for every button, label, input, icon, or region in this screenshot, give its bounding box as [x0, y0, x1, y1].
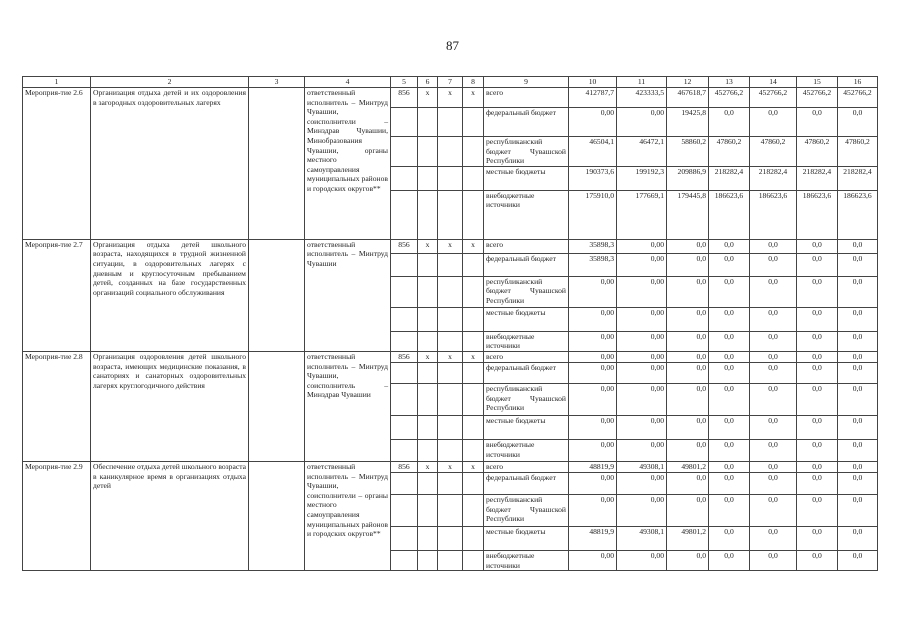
code-cell: x	[463, 351, 484, 362]
amount-cell: 467618,7	[667, 88, 709, 108]
amount-cell: 0,0	[838, 307, 878, 331]
amount-cell: 0,0	[709, 331, 750, 351]
amount-cell: 0,0	[750, 239, 797, 253]
empty-cell	[438, 190, 463, 239]
amount-cell: 0,0	[797, 362, 838, 383]
code-cell: x	[438, 461, 463, 472]
amount-cell: 0,0	[797, 383, 838, 415]
empty-cell	[391, 526, 418, 550]
measure-name: Организация отдыха детей школьного возраста, находящихся в трудной жизненной ситуации, в оздоровительных лагерях с дневным и круглосуточным пребыванием детей, созданных на базе государственных организаций социального обслуживания	[91, 239, 249, 351]
empty-cell	[249, 88, 305, 240]
table-row	[23, 461, 878, 472]
amount-cell: 0,0	[709, 351, 750, 362]
amount-cell: 0,0	[709, 108, 750, 137]
funding-source: республиканский бюджет Чувашской Республики	[484, 494, 569, 526]
amount-cell: 0,0	[750, 351, 797, 362]
amount-cell: 47860,2	[838, 137, 878, 167]
amount-cell: 186623,6	[838, 190, 878, 239]
amount-cell: 35898,3	[569, 253, 617, 276]
amount-cell: 0,00	[617, 307, 667, 331]
amount-cell: 0,0	[709, 494, 750, 526]
amount-cell: 0,0	[797, 461, 838, 472]
code-cell: 856	[391, 239, 418, 253]
empty-cell	[438, 137, 463, 167]
amount-cell: 0,0	[667, 415, 709, 439]
empty-cell	[391, 137, 418, 167]
column-header: 9	[484, 77, 569, 88]
funding-source: федеральный бюджет	[484, 362, 569, 383]
amount-cell: 0,0	[709, 362, 750, 383]
empty-cell	[418, 331, 438, 351]
amount-cell: 0,0	[709, 239, 750, 253]
column-header: 2	[91, 77, 249, 88]
program-table	[22, 76, 878, 571]
amount-cell: 0,0	[750, 526, 797, 550]
funding-source: всего	[484, 461, 569, 472]
empty-cell	[438, 383, 463, 415]
empty-cell	[249, 239, 305, 351]
empty-cell	[418, 253, 438, 276]
measure-code: Мероприя-тие 2.6	[23, 88, 91, 240]
amount-cell: 0,00	[569, 351, 617, 362]
empty-cell	[249, 461, 305, 570]
amount-cell: 0,0	[709, 383, 750, 415]
empty-cell	[463, 526, 484, 550]
amount-cell: 190373,6	[569, 166, 617, 190]
column-header: 1	[23, 77, 91, 88]
code-cell: x	[463, 461, 484, 472]
funding-source: местные бюджеты	[484, 307, 569, 331]
empty-cell	[438, 276, 463, 307]
amount-cell: 0,00	[569, 383, 617, 415]
amount-cell: 0,00	[617, 351, 667, 362]
empty-cell	[438, 415, 463, 439]
amount-cell: 0,0	[838, 253, 878, 276]
amount-cell: 0,0	[667, 550, 709, 570]
amount-cell: 48819,9	[569, 461, 617, 472]
measure-code: Мероприя-тие 2.7	[23, 239, 91, 351]
column-header: 8	[463, 77, 484, 88]
amount-cell: 35898,3	[569, 239, 617, 253]
empty-cell	[391, 494, 418, 526]
amount-cell: 0,0	[750, 253, 797, 276]
column-header: 11	[617, 77, 667, 88]
empty-cell	[438, 166, 463, 190]
column-header: 14	[750, 77, 797, 88]
amount-cell: 0,0	[667, 494, 709, 526]
empty-cell	[418, 362, 438, 383]
measure-code: Мероприя-тие 2.8	[23, 351, 91, 461]
empty-cell	[391, 550, 418, 570]
empty-cell	[463, 415, 484, 439]
amount-cell: 0,0	[667, 239, 709, 253]
table-row	[23, 351, 878, 362]
amount-cell: 0,0	[797, 472, 838, 494]
empty-cell	[391, 415, 418, 439]
amount-cell: 0,00	[617, 415, 667, 439]
empty-cell	[418, 137, 438, 167]
code-cell: 856	[391, 351, 418, 362]
code-cell: x	[438, 239, 463, 253]
executor-cell: ответственный исполнитель – Минтруд Чувашии, соисполнитель – Минздрав Чувашии	[305, 351, 391, 461]
amount-cell: 186623,6	[797, 190, 838, 239]
amount-cell: 0,0	[709, 307, 750, 331]
amount-cell: 452766,2	[709, 88, 750, 108]
empty-cell	[391, 362, 418, 383]
amount-cell: 186623,6	[750, 190, 797, 239]
amount-cell: 209886,9	[667, 166, 709, 190]
empty-cell	[418, 383, 438, 415]
empty-cell	[418, 166, 438, 190]
empty-cell	[438, 494, 463, 526]
funding-source: всего	[484, 88, 569, 108]
empty-cell	[391, 439, 418, 461]
amount-cell: 0,00	[617, 439, 667, 461]
amount-cell: 0,0	[667, 383, 709, 415]
amount-cell: 177669,1	[617, 190, 667, 239]
code-cell: 856	[391, 461, 418, 472]
amount-cell: 0,0	[838, 415, 878, 439]
executor-cell: ответственный исполнитель – Минтруд Чувашии, соисполнители – органы местного самоуправления муниципальных районов и городских округов**	[305, 461, 391, 570]
amount-cell: 0,00	[569, 472, 617, 494]
amount-cell: 0,00	[617, 253, 667, 276]
amount-cell: 0,0	[750, 472, 797, 494]
amount-cell: 0,0	[750, 108, 797, 137]
amount-cell: 218282,4	[709, 166, 750, 190]
amount-cell: 0,00	[617, 383, 667, 415]
amount-cell: 218282,4	[750, 166, 797, 190]
amount-cell: 0,0	[667, 362, 709, 383]
amount-cell: 0,0	[667, 307, 709, 331]
empty-cell	[418, 190, 438, 239]
amount-cell: 0,0	[838, 351, 878, 362]
empty-cell	[463, 550, 484, 570]
amount-cell: 0,0	[750, 307, 797, 331]
amount-cell: 0,00	[617, 331, 667, 351]
measure-name: Обеспечение отдыха детей школьного возраста в каникулярное время в организациях отдыха детей	[91, 461, 249, 570]
amount-cell: 0,0	[750, 494, 797, 526]
empty-cell	[463, 108, 484, 137]
empty-cell	[463, 276, 484, 307]
amount-cell: 0,00	[569, 439, 617, 461]
amount-cell: 0,0	[797, 494, 838, 526]
empty-cell	[418, 494, 438, 526]
amount-cell: 47860,2	[709, 137, 750, 167]
column-header: 4	[305, 77, 391, 88]
empty-cell	[418, 307, 438, 331]
empty-cell	[463, 190, 484, 239]
amount-cell: 0,0	[797, 415, 838, 439]
amount-cell: 0,0	[709, 526, 750, 550]
amount-cell: 0,0	[709, 276, 750, 307]
amount-cell: 0,00	[569, 276, 617, 307]
amount-cell: 186623,6	[709, 190, 750, 239]
amount-cell: 0,00	[617, 276, 667, 307]
code-cell: x	[463, 88, 484, 108]
amount-cell: 0,0	[838, 526, 878, 550]
funding-source: федеральный бюджет	[484, 253, 569, 276]
funding-source: внебюджетные источники	[484, 550, 569, 570]
amount-cell: 0,0	[750, 383, 797, 415]
amount-cell: 0,0	[667, 331, 709, 351]
empty-cell	[463, 307, 484, 331]
amount-cell: 49308,1	[617, 461, 667, 472]
empty-cell	[463, 331, 484, 351]
amount-cell: 0,00	[569, 108, 617, 137]
empty-cell	[463, 383, 484, 415]
empty-cell	[418, 108, 438, 137]
empty-cell	[463, 494, 484, 526]
funding-source: местные бюджеты	[484, 166, 569, 190]
amount-cell: 0,0	[838, 439, 878, 461]
empty-cell	[438, 550, 463, 570]
amount-cell: 0,00	[617, 108, 667, 137]
amount-cell: 0,0	[750, 331, 797, 351]
column-header: 12	[667, 77, 709, 88]
column-header: 15	[797, 77, 838, 88]
amount-cell: 46472,1	[617, 137, 667, 167]
amount-cell: 0,0	[750, 362, 797, 383]
amount-cell: 452766,2	[838, 88, 878, 108]
funding-source: всего	[484, 239, 569, 253]
amount-cell: 0,0	[838, 550, 878, 570]
code-cell: x	[418, 88, 438, 108]
amount-cell: 412787,7	[569, 88, 617, 108]
amount-cell: 0,0	[797, 550, 838, 570]
funding-source: республиканский бюджет Чувашской Республики	[484, 276, 569, 307]
amount-cell: 0,0	[797, 239, 838, 253]
amount-cell: 0,00	[617, 550, 667, 570]
amount-cell: 0,0	[838, 494, 878, 526]
amount-cell: 452766,2	[797, 88, 838, 108]
empty-cell	[438, 331, 463, 351]
amount-cell: 0,0	[838, 362, 878, 383]
amount-cell: 0,0	[838, 108, 878, 137]
empty-cell	[463, 439, 484, 461]
amount-cell: 0,0	[750, 439, 797, 461]
empty-cell	[391, 253, 418, 276]
amount-cell: 0,0	[750, 461, 797, 472]
amount-cell: 0,0	[797, 351, 838, 362]
amount-cell: 0,00	[569, 550, 617, 570]
empty-cell	[438, 439, 463, 461]
funding-source: республиканский бюджет Чувашской Республики	[484, 137, 569, 167]
amount-cell: 0,00	[569, 331, 617, 351]
amount-cell: 0,0	[709, 472, 750, 494]
amount-cell: 0,0	[709, 253, 750, 276]
funding-source: всего	[484, 351, 569, 362]
empty-cell	[391, 190, 418, 239]
empty-cell	[418, 526, 438, 550]
amount-cell: 46504,1	[569, 137, 617, 167]
executor-cell: ответственный исполнитель – Минтруд Чувашии	[305, 239, 391, 351]
empty-cell	[438, 472, 463, 494]
amount-cell: 0,0	[709, 461, 750, 472]
empty-cell	[391, 307, 418, 331]
amount-cell: 0,0	[667, 472, 709, 494]
amount-cell: 175910,0	[569, 190, 617, 239]
table-row	[23, 88, 878, 108]
empty-cell	[438, 108, 463, 137]
funding-source: местные бюджеты	[484, 526, 569, 550]
page-number: 87	[446, 38, 459, 53]
column-header-row	[23, 77, 878, 88]
amount-cell: 49801,2	[667, 526, 709, 550]
amount-cell: 0,00	[569, 415, 617, 439]
amount-cell: 0,0	[797, 276, 838, 307]
amount-cell: 0,0	[797, 439, 838, 461]
amount-cell: 0,00	[569, 362, 617, 383]
empty-cell	[438, 253, 463, 276]
amount-cell: 0,0	[838, 461, 878, 472]
code-cell: x	[418, 239, 438, 253]
empty-cell	[418, 415, 438, 439]
amount-cell: 0,0	[750, 415, 797, 439]
amount-cell: 0,00	[617, 239, 667, 253]
amount-cell: 452766,2	[750, 88, 797, 108]
amount-cell: 0,0	[838, 472, 878, 494]
amount-cell: 0,00	[617, 472, 667, 494]
amount-cell: 0,0	[709, 439, 750, 461]
column-header: 6	[418, 77, 438, 88]
code-cell: x	[438, 351, 463, 362]
column-header: 16	[838, 77, 878, 88]
amount-cell: 0,0	[667, 439, 709, 461]
funding-source: федеральный бюджет	[484, 472, 569, 494]
code-cell: x	[418, 461, 438, 472]
amount-cell: 199192,3	[617, 166, 667, 190]
amount-cell: 0,0	[750, 550, 797, 570]
amount-cell: 0,0	[709, 415, 750, 439]
funding-source: республиканский бюджет Чувашской Республики	[484, 383, 569, 415]
code-cell: x	[438, 88, 463, 108]
amount-cell: 0,00	[617, 362, 667, 383]
empty-cell	[438, 526, 463, 550]
empty-cell	[391, 383, 418, 415]
empty-cell	[249, 351, 305, 461]
amount-cell: 0,0	[838, 239, 878, 253]
empty-cell	[463, 166, 484, 190]
amount-cell: 0,00	[569, 307, 617, 331]
amount-cell: 0,00	[617, 494, 667, 526]
amount-cell: 0,0	[750, 276, 797, 307]
table-row	[23, 239, 878, 253]
amount-cell: 0,0	[797, 331, 838, 351]
amount-cell: 47860,2	[797, 137, 838, 167]
measure-code: Мероприя-тие 2.9	[23, 461, 91, 570]
amount-cell: 0,0	[838, 331, 878, 351]
amount-cell: 49801,2	[667, 461, 709, 472]
amount-cell: 0,0	[797, 108, 838, 137]
empty-cell	[418, 439, 438, 461]
empty-cell	[463, 472, 484, 494]
amount-cell: 0,0	[797, 526, 838, 550]
empty-cell	[438, 362, 463, 383]
amount-cell: 0,0	[667, 253, 709, 276]
column-header: 5	[391, 77, 418, 88]
code-cell: x	[418, 351, 438, 362]
executor-cell: ответственный исполнитель – Минтруд Чувашии, соисполнители – Минздрав Чувашии, Минобразования Чувашии, органы местного самоуправления муниципальных районов и городских округов**	[305, 88, 391, 240]
column-header: 13	[709, 77, 750, 88]
funding-source: федеральный бюджет	[484, 108, 569, 137]
empty-cell	[391, 331, 418, 351]
funding-source: внебюджетные источники	[484, 439, 569, 461]
amount-cell: 0,00	[569, 494, 617, 526]
column-header: 3	[249, 77, 305, 88]
code-cell: 856	[391, 88, 418, 108]
empty-cell	[463, 253, 484, 276]
amount-cell: 0,0	[797, 307, 838, 331]
amount-cell: 49308,1	[617, 526, 667, 550]
empty-cell	[391, 108, 418, 137]
amount-cell: 58860,2	[667, 137, 709, 167]
empty-cell	[438, 307, 463, 331]
column-header: 7	[438, 77, 463, 88]
amount-cell: 0,0	[667, 276, 709, 307]
amount-cell: 47860,2	[750, 137, 797, 167]
amount-cell: 0,0	[838, 383, 878, 415]
amount-cell: 0,0	[797, 253, 838, 276]
funding-source: внебюджетные источники	[484, 331, 569, 351]
column-header: 10	[569, 77, 617, 88]
amount-cell: 218282,4	[797, 166, 838, 190]
empty-cell	[418, 550, 438, 570]
amount-cell: 218282,4	[838, 166, 878, 190]
empty-cell	[391, 166, 418, 190]
empty-cell	[391, 276, 418, 307]
empty-cell	[463, 137, 484, 167]
amount-cell: 19425,8	[667, 108, 709, 137]
amount-cell: 0,0	[709, 550, 750, 570]
empty-cell	[463, 362, 484, 383]
empty-cell	[418, 276, 438, 307]
measure-name: Организация отдыха детей и их оздоровления в загородных оздоровительных лагерях	[91, 88, 249, 240]
measure-name: Организация оздоровления детей школьного возраста, имеющих медицинские показания, в санаториях и санаторных оздоровительных лагерях круглогодичного действия	[91, 351, 249, 461]
empty-cell	[391, 472, 418, 494]
amount-cell: 423333,5	[617, 88, 667, 108]
amount-cell: 48819,9	[569, 526, 617, 550]
funding-source: местные бюджеты	[484, 415, 569, 439]
code-cell: x	[463, 239, 484, 253]
funding-source: внебюджетные источники	[484, 190, 569, 239]
empty-cell	[418, 472, 438, 494]
amount-cell: 0,0	[667, 351, 709, 362]
amount-cell: 0,0	[838, 276, 878, 307]
amount-cell: 179445,8	[667, 190, 709, 239]
